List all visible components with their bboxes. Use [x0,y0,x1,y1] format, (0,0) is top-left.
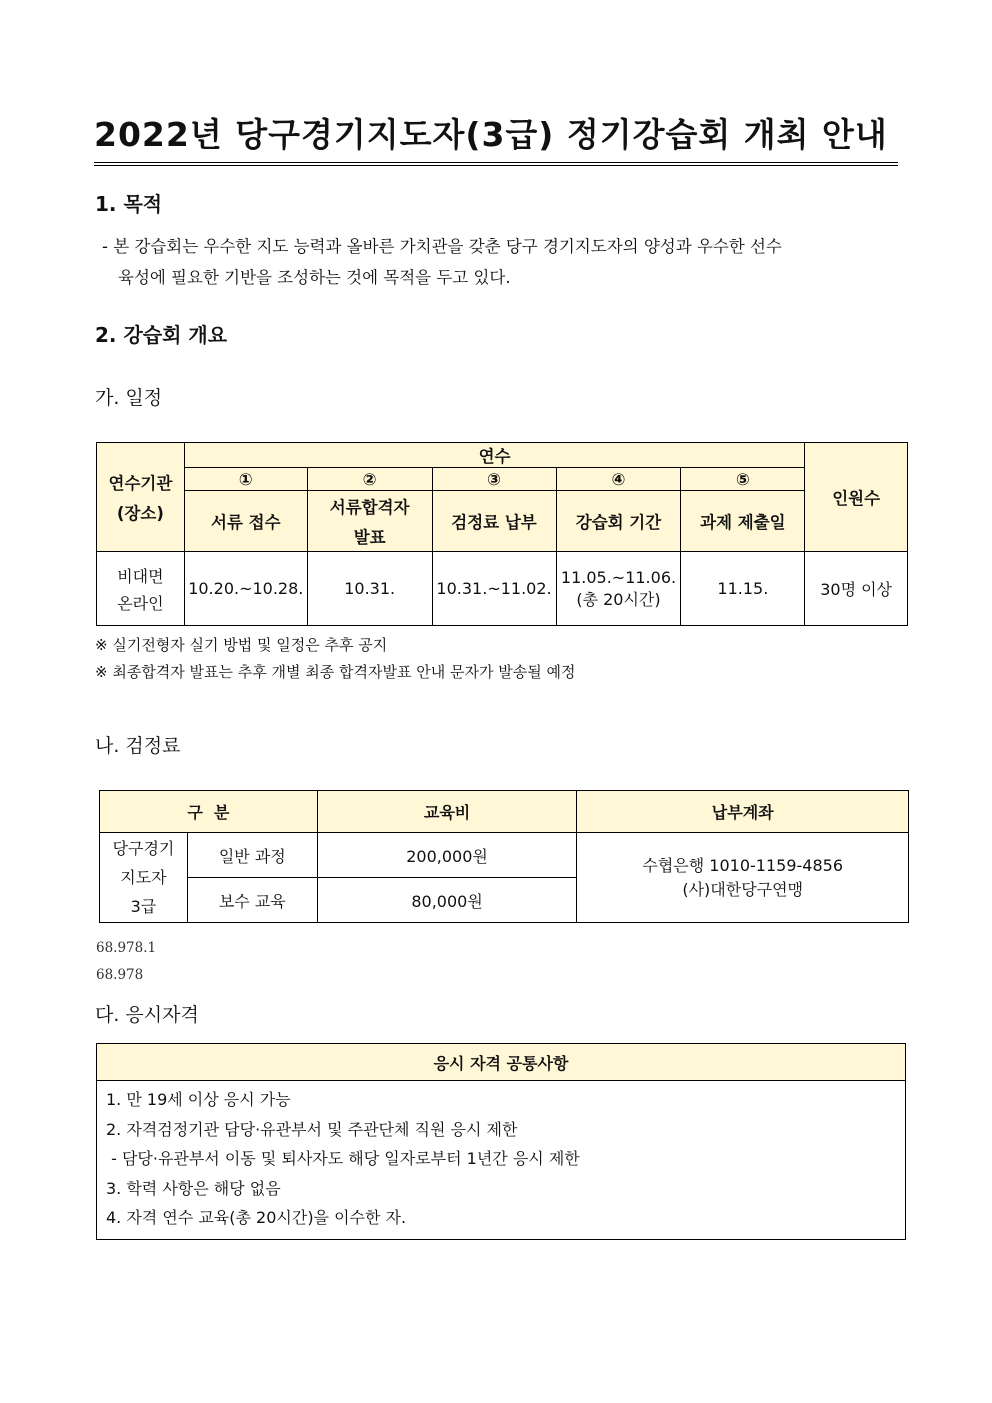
qualification-item: 1. 만 19세 이상 응시 가능 [106,1090,291,1109]
date-cell: 11.05.~11.06. (총 20시간) [556,552,681,626]
org-cell: 비대면 온라인 [97,552,185,626]
training-header: 연수 [184,443,804,468]
schedule-note: ※ 실기전형자 실기 방법 및 일정은 추후 공지 [95,636,388,654]
qualification-heading: 다. 응시자격 [95,1004,199,1026]
page-title: 2022년 당구경기지도자(3급) 정기강습회 개최 안내 [94,110,898,166]
section1-heading: 1. 목적 [95,192,163,216]
qualification-body [97,1081,906,1240]
step-number: ① [184,468,307,491]
qualification-item: 2. 자격검정기관 담당·유관부서 및 주관단체 직원 응시 제한 [106,1119,518,1139]
qualification-item: 3. 학력 사항은 해당 없음 [106,1178,281,1198]
step-label: 과제 제출일 [681,491,805,552]
stray-number: 68.978 [96,967,144,983]
purpose-line-2: 육성에 필요한 기반을 조성하는 것에 목적을 두고 있다. [118,268,511,287]
date-cell: 10.31.~11.02. [432,552,556,626]
schedule-table [96,442,908,626]
date-cell: 10.31. [307,552,432,626]
fee-table [99,790,909,923]
qualification-item: 4. 자격 연수 교육(총 20시간)을 이수한 자. [106,1208,407,1227]
step-label: 서류합격자 발표 [307,491,432,552]
date-cell: 10.20.~10.28. [184,552,307,626]
fee-category-cell: 당구경기 지도자 3급 [100,833,188,923]
schedule-heading: 가. 일정 [95,387,163,409]
fee-account-cell: 수협은행 1010-1159-4856 (사)대한당구연맹 [577,833,909,923]
step-number: ③ [432,468,556,491]
fee-header-category: 구 분 [100,791,318,833]
step-number: ② [307,468,432,491]
qualification-table [96,1043,906,1240]
step-number: ⑤ [681,468,805,491]
step-number: ④ [556,468,681,491]
purpose-line-1: - 본 강습회는 우수한 지도 능력과 올바른 가치관을 갖춘 당구 경기지도자의 양성과 우수한 선수 [102,237,782,256]
fee-header-account: 납부계좌 [577,791,909,833]
fee-header-cost: 교육비 [317,791,577,833]
qualification-header: 응시 자격 공통사항 [97,1044,906,1081]
step-label: 검정료 납부 [432,491,556,552]
purpose-paragraph [102,231,902,293]
schedule-note: ※ 최종합격자 발표는 추후 개별 최종 합격자발표 안내 문자가 발송될 예정 [95,663,576,681]
org-header: 연수기관 (장소) [97,443,185,552]
fee-cost-cell: 200,000원 [317,833,577,878]
step-label: 강습회 기간 [556,491,681,552]
fee-cost-cell: 80,000원 [317,878,577,923]
fee-type-cell: 보수 교육 [187,878,317,923]
qualification-item: - 담당·유관부서 이동 및 퇴사자도 해당 일자로부터 1년간 응시 제한 [106,1149,580,1168]
fee-heading: 나. 검정료 [95,735,181,757]
fee-type-cell: 일반 과정 [187,833,317,878]
date-cell: 11.15. [681,552,805,626]
count-header: 인원수 [805,443,908,552]
count-cell: 30명 이상 [805,552,908,626]
section2-heading: 2. 강습회 개요 [95,323,228,347]
stray-number: 68.978.1 [96,940,157,956]
step-label: 서류 접수 [184,491,307,552]
